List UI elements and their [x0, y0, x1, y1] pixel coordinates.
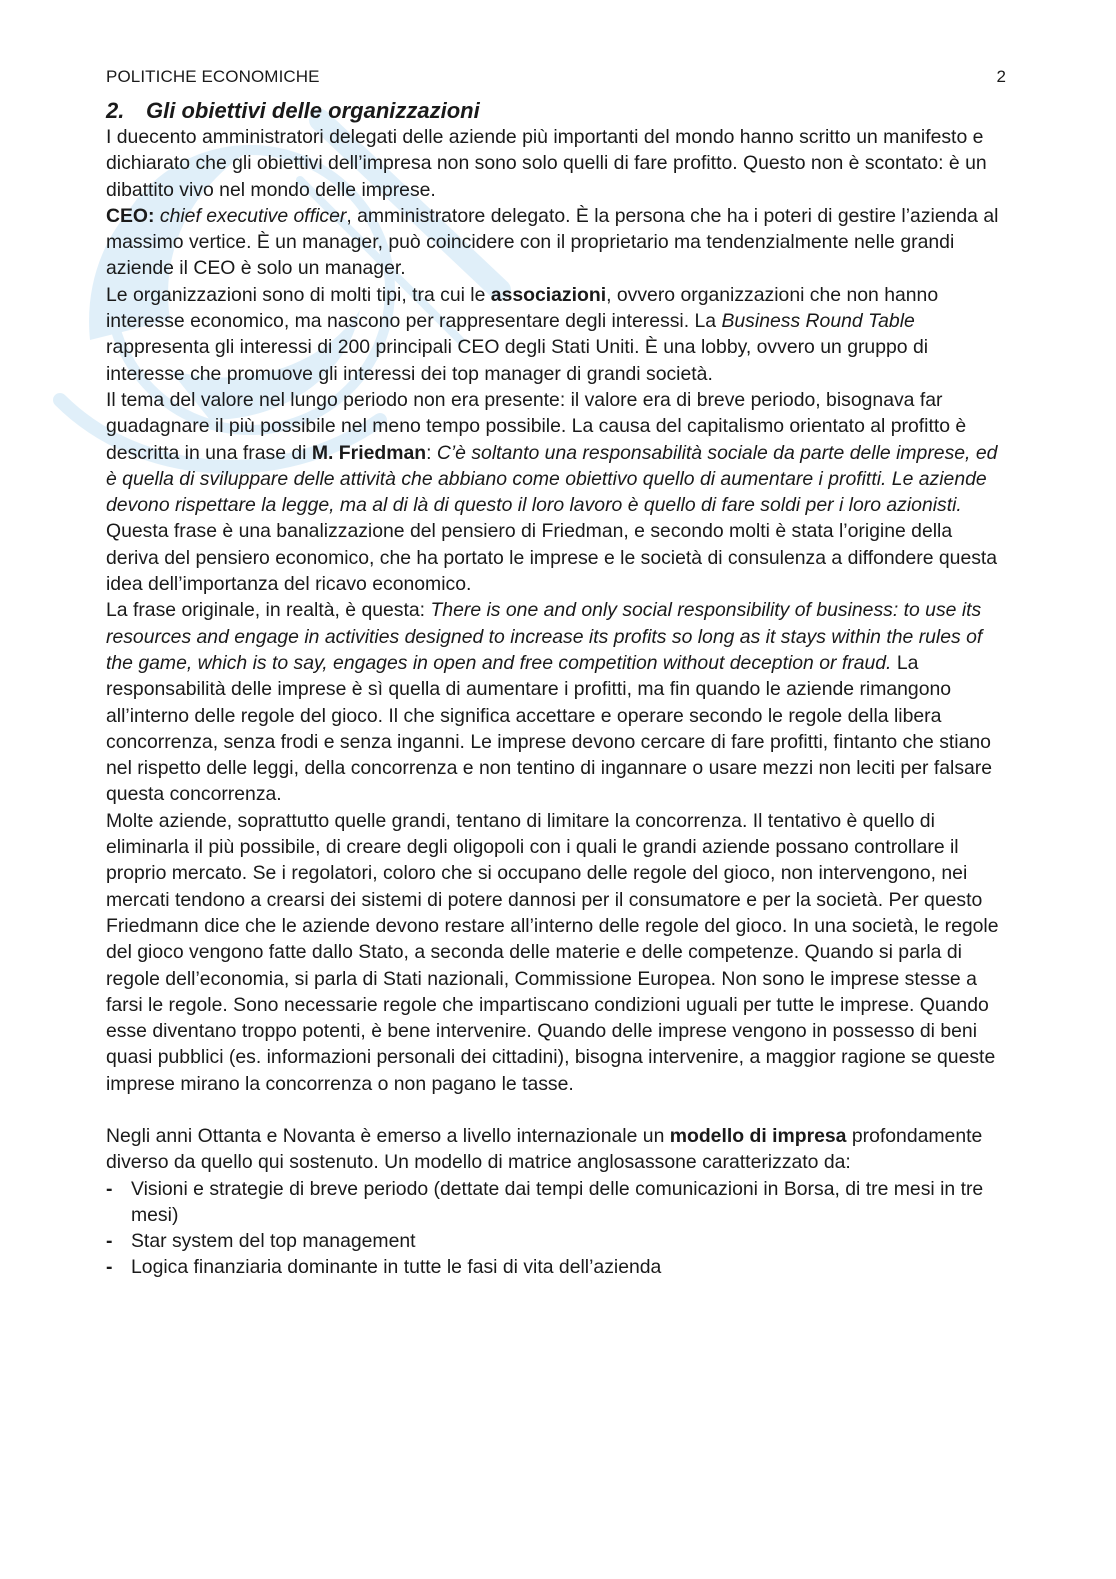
bullet-dash: -: [106, 1230, 113, 1253]
text-run: rappresenta gli interessi di 200 principali CEO degli Stati Uniti. È una lobby, ovvero un gruppo di interesse che promuove gli interessi dei top manager di grandi società.: [106, 336, 929, 385]
list-item-text: Logica finanziaria dominante in tutte le fasi di vita dell’azienda: [131, 1256, 662, 1279]
bold-term: associazioni: [490, 283, 607, 306]
running-header: [106, 66, 1006, 88]
paragraph-ceo: [106, 203, 1006, 282]
bold-term: modello di impresa: [669, 1124, 847, 1147]
document-page: [106, 66, 1006, 1281]
text-run: :: [426, 441, 437, 464]
page-number: 2: [996, 67, 1006, 86]
ceo-term: CEO:: [106, 204, 155, 227]
list-item: [106, 1176, 1006, 1229]
bullet-dash: -: [106, 1256, 113, 1279]
text-run: Il tema del valore nel lungo periodo non era presente: il valore era di breve periodo, bisognava far guadagnare il più possibile nel meno tempo possibile. La causa del capitalismo orientato al profitto è descritta in una frase di: [106, 388, 967, 464]
ceo-definition: , amministratore delegato. È la persona che ha i poteri di gestire l’azienda al massimo vertice. È un manager, può coincidere con il proprietario ma tendenzialmente nelle grandi aziende il CEO è solo un manager.: [106, 204, 999, 280]
text-run: Negli anni Ottanta e Novanta è emerso a livello internazionale un: [106, 1124, 670, 1147]
list-item-text: Visioni e strategie di breve periodo (dettate dai tempi delle comunicazioni in Borsa, di tre mesi in tre mesi): [131, 1177, 984, 1226]
section-heading: [106, 98, 1006, 124]
text-run: , ovvero organizzazioni che non hanno interesse economico, ma nascono per rappresentare degli interessi. La: [106, 283, 939, 333]
italic-quote: There is one and only social responsibility of business: to use its resources and engage in activities designed to increase its profits so long as it stays within the rules of the game, which is to say, engages in open and free competition without deception or fraud.: [106, 599, 983, 674]
paragraph-associazioni: [106, 282, 1006, 387]
paragraph-concorrenza: Molte aziende, soprattutto quelle grandi, tentano di limitare la concorrenza. Il tentativo è quello di eliminarla il più possibile, di creare degli oligopoli con i quali le grandi aziende possano controllare il proprio mercato. Se i regolatori, coloro che si occupano delle regole del gioco, non intervengono, nei mercati tendono a crearsi dei sistemi di potere dannosi per il consumatore e per la società. Per questo Friedmann dice che le aziende devono restare all’interno delle regole del gioco. In una società, le regole del gioco vengono fatte dallo Stato, a seconda delle materie e delle competenze. Quando si parla di regole dell’economia, si parla di Stati nazionali, Commissione Europea. Non sono le imprese stesse a farsi le regole. Sono necessarie regole che impartiscano condizioni uguali per tutte le imprese. Quando esse diventano troppo potenti, è bene intervenire. Quando delle imprese vengono in possesso di beni quasi pubblici (es. informazioni personali dei cittadini), bisogna intervenire, a maggior ragione se queste imprese mirano la concorrenza o non pagano le tasse.: [106, 809, 999, 1095]
text-run: Le organizzazioni sono di molti tipi, tra cui le: [106, 283, 491, 306]
paragraph-modello-impresa: [106, 1123, 1006, 1176]
paragraph-original-quote: [106, 597, 1006, 807]
text-run: La frase originale, in realtà, è questa:: [106, 599, 431, 622]
text-run: profondamente diverso da quello qui sostenuto. Un modello di matrice anglosassone caratterizzato da:: [106, 1124, 983, 1174]
list-item-text: Star system del top management: [131, 1230, 416, 1253]
italic-quote: C’è soltanto una responsabilità sociale da parte delle imprese, ed è quella di sviluppare delle attività che abbiano come obiettivo quello di aumentare i profitti. Le aziende devono rispettare la legge, ma al di là di questo il loro lavoro è quello di fare soldi per i loro azionisti.: [106, 441, 998, 517]
section-title: Gli obiettivi delle organizzazioni: [146, 98, 480, 123]
header-title: POLITICHE ECONOMICHE: [106, 67, 320, 86]
text-run: Questa frase è una banalizzazione del pensiero di Friedman, e secondo molti è stata l’origine della deriva del pensiero economico, che ha portato le imprese e le società di consulenza a diffondere questa idea dell’importanza del ricavo economico.: [106, 520, 998, 596]
section-number: 2.: [106, 98, 125, 123]
bold-term: M. Friedman: [311, 441, 427, 464]
list-item: [106, 1254, 1006, 1280]
bullet-list: [106, 1176, 1006, 1281]
ceo-term-expansion: chief executive officer: [159, 204, 347, 227]
paragraph-friedman: [106, 387, 1006, 597]
bullet-dash: -: [106, 1177, 113, 1200]
list-item: [106, 1228, 1006, 1254]
italic-term: Business Round Table: [721, 310, 915, 333]
paragraph-manifesto: I duecento amministratori delegati delle aziende più importanti del mondo hanno scritto un manifesto e dichiarato che gli obiettivi dell’impresa non sono solo quelli di fare profitto. Questo non è scontato: è un dibattito vivo nel mondo delle imprese.: [106, 126, 987, 201]
text-run: La responsabilità delle imprese è sì quella di aumentare i profitti, ma fin quando le aziende rimangono all’interno delle regole del gioco. Il che significa accettare e operare secondo le regole della libera concorrenza, senza frodi e senza inganni. Le imprese devono cercare di fare profitti, fintanto che stiano nel rispetto delle leggi, della concorrenza e non tentino di ingannare o usare mezzi non leciti per falsare questa concorrenza.: [106, 651, 993, 806]
